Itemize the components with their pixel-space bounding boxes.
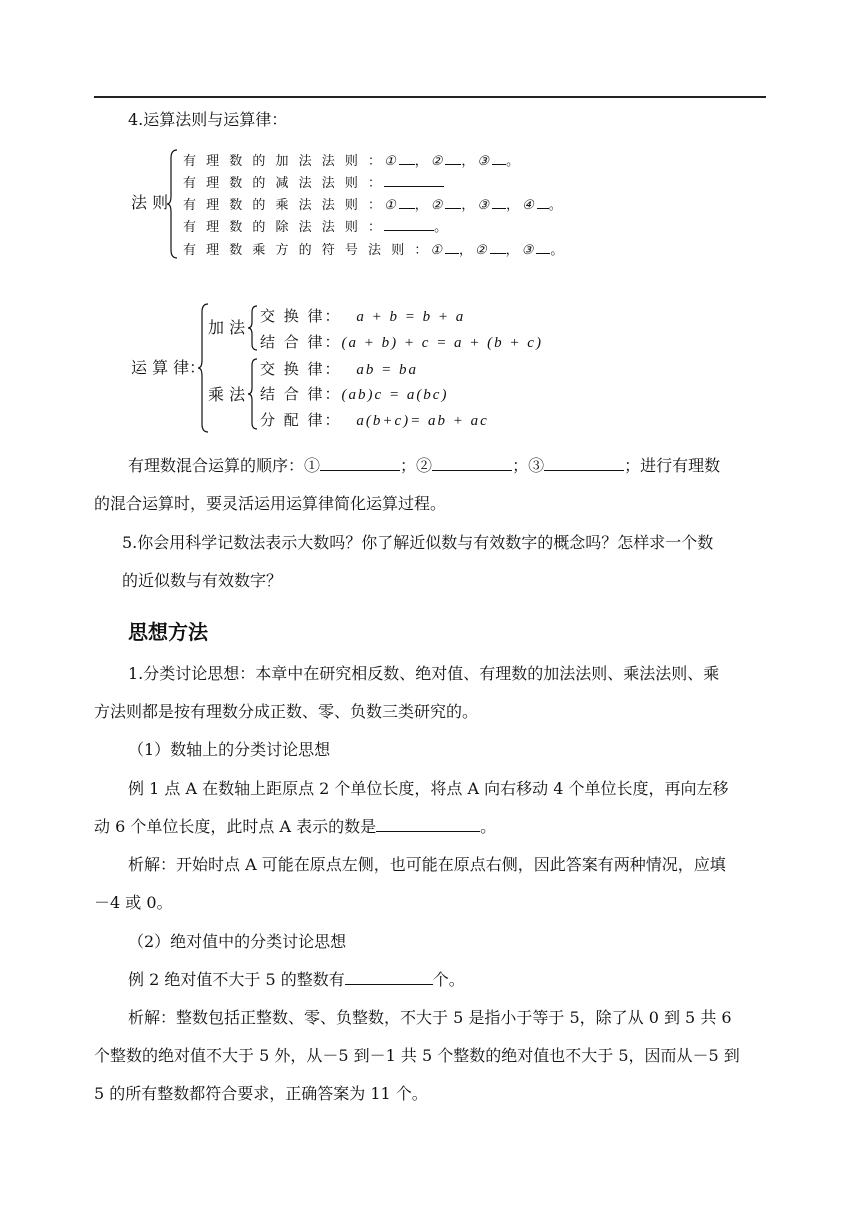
mixed-order-line1: 有理数混合运算的顺序：① ；② ；③ ；进行有理数: [128, 456, 721, 475]
mul-assoc-name: 结 合 律：: [260, 385, 342, 403]
rule-mul-blank-1[interactable]: [399, 194, 415, 209]
mixed-order-blank-3[interactable]: [544, 456, 624, 471]
example1-line2: 动 6 个单位长度，此时点 A 表示的数是 。: [94, 817, 497, 836]
fa-ze-label: 法 则: [131, 193, 169, 212]
analysis2-line3: 5 的所有整数都符合要求，正确答案为 11 个。: [94, 1084, 428, 1103]
cheng-fa-label: 乘 法: [208, 385, 246, 404]
rule-pow-text: 有 理 数 乘 方 的 符 号 法 则 ：: [183, 243, 431, 258]
add-associative-row: [260, 332, 543, 353]
mul-dist-name: 分 配 律：: [260, 411, 342, 429]
rule-pow-blank-1[interactable]: [445, 239, 459, 254]
rule-mul-blank-2[interactable]: [445, 194, 461, 209]
mixed-order-blank-2[interactable]: [432, 456, 512, 471]
mul-comm-name: 交 换 律：: [260, 360, 342, 378]
mul-commutative-row: [260, 359, 418, 380]
method1-line1: 1.分类讨论思想：本章中在研究相反数、绝对值、有理数的加法法则、乘法法则、乘: [128, 664, 720, 683]
rule-pow-blank-2[interactable]: [490, 239, 506, 254]
rule-add-row: 有 理 数 的 加 法 法 则 ：① ，② ，③ 。: [183, 150, 522, 172]
mul-comm-formula: ab = ba: [356, 362, 418, 378]
rule-div-row: 有 理 数 的 除 法 法 则 ： 。: [183, 216, 450, 238]
add-assoc-formula: (a + b) + c = a + (b + c): [341, 335, 543, 351]
add-comm-formula: a + b = b + a: [356, 309, 466, 325]
subsection-1: （1）数轴上的分类讨论思想: [128, 740, 331, 759]
analysis2-line2: 个整数的绝对值不大于 5 外，从－5 到－1 共 5 个整数的绝对值也不大于 5，因而从－5 到: [94, 1046, 740, 1065]
rule-mul-row: 有 理 数 的 乘 法 法 则 ：① ，② ，③ ，④ 。: [183, 194, 565, 216]
rule-add-text: 有 理 数 的 加 法 法 则 ：: [183, 154, 385, 169]
mul-associative-row: [260, 384, 448, 405]
example1-line1: 例 1 点 A 在数轴上距原点 2 个单位长度，将点 A 向右移动 4 个单位长度，再向左移: [128, 779, 729, 798]
jia-fa-label: 加 法: [208, 318, 246, 337]
rule-sub-row: [183, 172, 444, 194]
example2-text: 例 2 绝对值不大于 5 的整数有: [128, 970, 345, 989]
rule-sub-text: 有 理 数 的 减 法 法 则 ：: [183, 176, 385, 191]
cheng-fa-brace: [248, 357, 258, 431]
analysis1-line2: －4 或 0。: [94, 893, 173, 912]
mixed-order-lead: 有理数混合运算的顺序：: [128, 456, 305, 475]
add-comm-name: 交 换 律：: [260, 307, 342, 325]
yun-suan-lv-label: 运 算 律：: [131, 358, 206, 377]
example2-line: 例 2 绝对值不大于 5 的整数有 个。: [128, 970, 465, 989]
mixed-order-line2: 的混合运算时，要灵活运用运算律简化运算过程。: [94, 494, 447, 513]
analysis1-line1: 析解：开始时点 A 可能在原点左侧，也可能在原点右侧，因此答案有两种情况，应填: [128, 855, 726, 874]
rule-sub-blank[interactable]: [384, 172, 444, 187]
header-rule: [94, 96, 766, 98]
rule-pow-row: 有 理 数 乘 方 的 符 号 法 则 ：① ，② ，③ 。: [183, 239, 566, 261]
add-assoc-name: 结 合 律：: [260, 333, 342, 351]
mixed-order-tail: ；进行有理数: [624, 456, 721, 475]
item5-line1: 5.你会用科学记数法表示大数吗？你了解近似数与有效数字的概念吗？怎样求一个数: [122, 533, 714, 552]
rule-mul-blank-3[interactable]: [492, 194, 506, 209]
fa-ze-brace: [166, 148, 180, 260]
rule-div-blank[interactable]: [384, 216, 434, 231]
mul-dist-formula: a(b+c)= ab + ac: [356, 413, 489, 429]
rule-div-text: 有 理 数 的 除 法 法 则 ：: [183, 220, 385, 235]
example1-line2-text: 动 6 个单位长度，此时点 A 表示的数是: [94, 817, 377, 836]
rule-add-blank-2[interactable]: [445, 150, 461, 165]
method1-line2: 方法则都是按有理数分成正数、零、负数三类研究的。: [94, 702, 479, 721]
rule-add-blank-1[interactable]: [399, 150, 415, 165]
heading-methods: 思想方法: [128, 620, 208, 644]
example1-blank[interactable]: [376, 817, 480, 832]
mul-distributive-row: [260, 410, 489, 431]
rule-mul-text: 有 理 数 的 乘 法 法 则 ：: [183, 198, 385, 213]
section-4-title: 4.运算法则与运算律：: [128, 110, 288, 129]
add-commutative-row: [260, 306, 465, 327]
subsection-2: （2）绝对值中的分类讨论思想: [128, 932, 347, 951]
example2-blank[interactable]: [345, 970, 433, 985]
mixed-order-blank-1[interactable]: [320, 456, 400, 471]
rule-mul-blank-4[interactable]: [537, 194, 549, 209]
mul-assoc-formula: (ab)c = a(bc): [341, 387, 449, 403]
jia-fa-brace: [248, 304, 258, 352]
rule-pow-blank-3[interactable]: [536, 239, 550, 254]
item5-line2: 的近似数与有效数字？: [122, 571, 283, 590]
rule-add-blank-3[interactable]: [492, 150, 506, 165]
analysis2-line1: 析解：整数包括正整数、零、负整数，不大于 5 是指小于等于 5，除了从 0 到 5 共 6: [128, 1008, 732, 1027]
